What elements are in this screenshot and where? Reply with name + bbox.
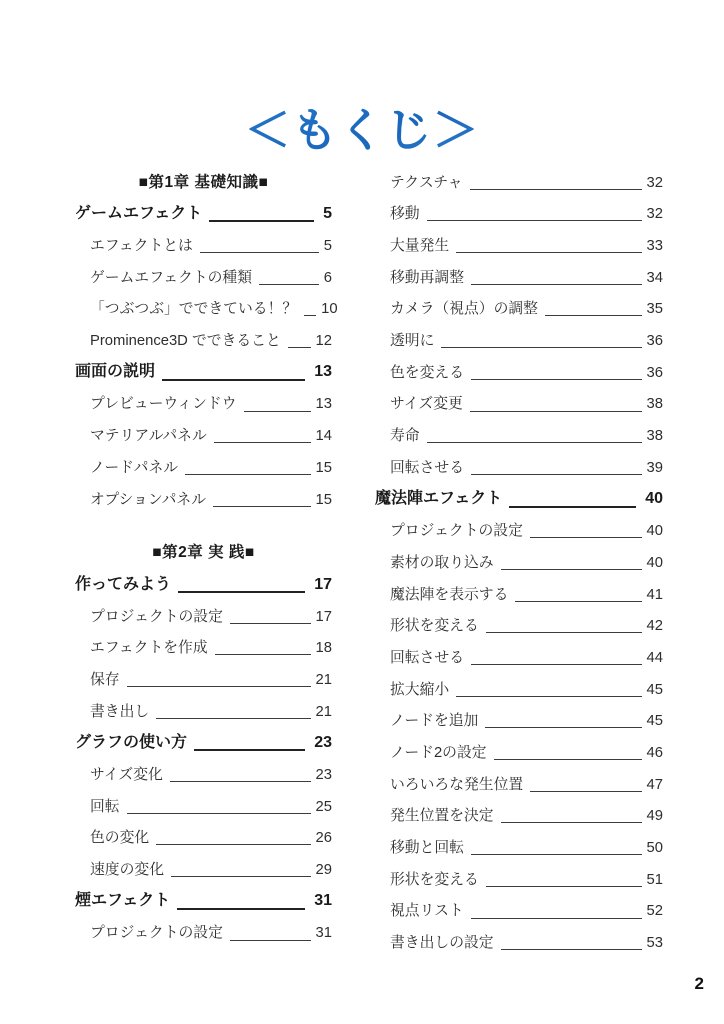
toc-entry (75, 726, 332, 758)
toc-entry (75, 387, 332, 419)
toc-entry (375, 862, 663, 894)
entry-label: ゲームエフェクト (75, 204, 203, 222)
toc-entry (375, 609, 663, 641)
entry-page-number: 36 (646, 364, 663, 381)
toc-entry (75, 662, 332, 694)
entry-page-number: 39 (646, 459, 663, 476)
toc-entry (375, 355, 663, 387)
leader-line (213, 506, 311, 507)
toc-columns (75, 165, 663, 957)
entry-page-number: 45 (646, 681, 663, 698)
toc-entry (75, 260, 332, 292)
leader-line (471, 918, 642, 919)
toc-entry (375, 926, 663, 958)
leader-line (545, 315, 642, 316)
toc-entry (375, 228, 663, 260)
entry-label: 色を変える (390, 364, 464, 381)
entry-page-number: 38 (646, 428, 663, 445)
entry-page-number: 32 (646, 206, 663, 223)
toc-entry (75, 355, 332, 387)
toc-entry (375, 514, 663, 546)
entry-label: 煙エフェクト (75, 892, 171, 910)
entry-page-number: 36 (646, 333, 663, 350)
toc-entry (75, 821, 332, 853)
entry-label: 移動と回転 (390, 840, 464, 857)
leader-line (530, 791, 641, 792)
leader-line (501, 569, 642, 570)
entry-page-number: 23 (314, 733, 332, 751)
entry-label: 寿命 (390, 428, 420, 445)
entry-label: 回転 (90, 798, 120, 815)
entry-page-number: 40 (646, 554, 663, 571)
toc-entry (75, 694, 332, 726)
leader-line (200, 252, 319, 253)
entry-label: 回転させる (390, 649, 464, 666)
entry-label: 拡大縮小 (390, 681, 450, 698)
leader-line (471, 664, 642, 665)
entry-page-number: 38 (646, 396, 663, 413)
toc-entry (75, 757, 332, 789)
entry-label: いろいろな発生位置 (390, 776, 524, 793)
leader-line (427, 220, 642, 221)
toc-entry (75, 450, 332, 482)
entry-page-number: 17 (314, 575, 332, 593)
toc-entry (375, 260, 663, 292)
entry-page-number: 32 (646, 174, 663, 191)
leader-line (515, 601, 641, 602)
entry-label: 書き出しの設定 (390, 935, 494, 952)
leader-line (471, 284, 642, 285)
leader-line (209, 220, 314, 222)
entry-page-number: 40 (645, 490, 663, 508)
entry-page-number: 6 (323, 269, 332, 286)
toc-entry (75, 292, 338, 324)
toc-entry (375, 735, 663, 767)
entry-page-number: 31 (314, 892, 332, 910)
entry-label: 大量発生 (390, 238, 450, 255)
toc-entry (375, 830, 663, 862)
leader-line (259, 284, 319, 285)
entry-label: 移動 (390, 206, 420, 223)
leader-line (171, 876, 311, 877)
entry-label: 保存 (90, 671, 120, 688)
toc-entry (75, 567, 332, 599)
leader-line (486, 632, 642, 633)
page-title: ＜もくじ＞ (0, 94, 724, 160)
entry-label: プロジェクトの設定 (90, 925, 223, 942)
leader-line (501, 822, 642, 823)
leader-line (509, 506, 636, 508)
leader-line (162, 379, 305, 381)
entry-page-number: 45 (646, 713, 663, 730)
entry-label: 形状を変える (390, 871, 479, 888)
entry-label: エフェクトを作成 (90, 640, 208, 657)
page-number: 2 (694, 974, 704, 993)
entry-page-number: 51 (646, 871, 663, 888)
entry-label: マテリアルパネル (90, 428, 207, 445)
entry-page-number: 46 (646, 745, 663, 762)
entry-label: グラフの使い方 (75, 733, 188, 751)
leader-line (456, 696, 641, 697)
toc-entry (375, 450, 663, 482)
leader-line (230, 940, 311, 941)
entry-page-number: 34 (646, 269, 663, 286)
toc-entry (75, 916, 332, 948)
entry-label: ノード2の設定 (390, 745, 487, 762)
leader-line (501, 949, 642, 950)
leader-line (471, 854, 642, 855)
leader-line (214, 442, 311, 443)
leader-line (215, 654, 311, 655)
toc-entry (375, 323, 663, 355)
entry-page-number: 13 (315, 396, 332, 413)
toc-entry (75, 197, 332, 229)
entry-page-number: 44 (646, 649, 663, 666)
toc-entry (75, 228, 332, 260)
chapter-heading: ■第1章 基礎知識■ (138, 173, 269, 191)
entry-label: 魔法陣を表示する (390, 586, 509, 603)
entry-label: エフェクトとは (90, 238, 193, 255)
entry-label: 魔法陣エフェクト (375, 490, 503, 508)
toc-column-left (75, 165, 338, 957)
toc-entry (375, 387, 663, 419)
entry-label: 書き出し (90, 703, 150, 720)
toc-entry (75, 884, 332, 916)
toc-entry (75, 323, 332, 355)
entry-label: テクスチャ (390, 174, 463, 191)
entry-page-number: 23 (315, 767, 332, 784)
entry-label: カメラ（視点）の調整 (390, 301, 538, 318)
entry-label: プロジェクトの設定 (390, 523, 523, 540)
leader-line (304, 315, 316, 316)
entry-label: オプションパネル (90, 491, 207, 508)
entry-page-number: 31 (315, 925, 332, 942)
entry-page-number: 12 (315, 333, 332, 350)
entry-page-number: 10 (321, 301, 338, 318)
toc-entry (375, 767, 663, 799)
entry-page-number: 52 (646, 903, 663, 920)
entry-page-number: 41 (646, 586, 663, 603)
toc-entry (375, 894, 663, 926)
entry-page-number: 26 (315, 830, 332, 847)
leader-line (456, 252, 641, 253)
entry-label: サイズ変更 (390, 396, 463, 413)
entry-page-number: 15 (315, 459, 332, 476)
entry-label: ゲームエフェクトの種類 (90, 269, 253, 286)
leader-line (178, 591, 305, 593)
entry-label: 「つぶつぶ」でできている！？ (90, 301, 298, 318)
entry-label: 画面の説明 (75, 363, 156, 381)
toc-entry (375, 577, 663, 609)
entry-page-number: 33 (646, 238, 663, 255)
toc-entry (375, 799, 663, 831)
toc-entry (375, 640, 663, 672)
toc-entry (75, 852, 332, 884)
leader-line (471, 379, 642, 380)
entry-page-number: 13 (314, 363, 332, 381)
entry-page-number: 40 (646, 523, 663, 540)
toc-entry (375, 197, 663, 229)
toc-entry (75, 631, 332, 663)
entry-label: 回転させる (390, 459, 464, 476)
entry-label: プロジェクトの設定 (90, 608, 223, 625)
entry-page-number: 17 (315, 608, 332, 625)
toc-entry (375, 672, 663, 704)
entry-page-number: 5 (323, 238, 332, 255)
entry-label: 発生位置を決定 (390, 808, 494, 825)
entry-page-number: 47 (646, 776, 663, 793)
entry-page-number: 21 (315, 703, 332, 720)
entry-page-number: 49 (646, 808, 663, 825)
entry-label: ノードパネル (90, 459, 179, 476)
entry-label: Prominence3D でできること (90, 333, 281, 350)
leader-line (156, 844, 310, 845)
entry-label: 視点リスト (390, 903, 464, 920)
entry-label: 移動再調整 (390, 269, 464, 286)
toc-entry (75, 789, 332, 821)
toc-entry (375, 292, 663, 324)
entry-page-number: 35 (646, 301, 663, 318)
column-spacer (75, 514, 332, 536)
leader-line (170, 781, 311, 782)
entry-page-number: 25 (315, 798, 332, 815)
leader-line (127, 813, 311, 814)
entry-page-number: 53 (646, 935, 663, 952)
leader-line (530, 537, 642, 538)
leader-line (494, 759, 642, 760)
toc-column-right (375, 165, 663, 957)
entry-label: 透明に (390, 333, 435, 350)
leader-line (441, 347, 641, 348)
leader-line (230, 623, 311, 624)
entry-label: 素材の取り込み (390, 554, 494, 571)
leader-line (177, 908, 305, 910)
toc-entry (375, 704, 663, 736)
entry-page-number: 29 (315, 862, 332, 879)
entry-page-number: 14 (315, 428, 332, 445)
entry-label: 作ってみよう (75, 575, 172, 593)
toc-entry (75, 482, 332, 514)
leader-line (156, 718, 310, 719)
entry-page-number: 15 (315, 491, 332, 508)
toc-entry (75, 419, 332, 451)
entry-label: ノードを追加 (390, 713, 479, 730)
entry-page-number: 42 (646, 618, 663, 635)
entry-label: サイズ変化 (90, 767, 163, 784)
leader-line (470, 411, 642, 412)
leader-line (194, 749, 305, 751)
entry-label: 形状を変える (390, 618, 479, 635)
leader-line (486, 886, 642, 887)
leader-line (485, 727, 641, 728)
leader-line (288, 347, 311, 348)
entry-page-number: 5 (323, 204, 332, 222)
entry-label: 速度の変化 (90, 862, 164, 879)
chapter-heading: ■第2章 実 践■ (152, 544, 255, 562)
leader-line (185, 474, 310, 475)
entry-label: プレビューウィンドウ (90, 396, 237, 413)
leader-line (470, 189, 642, 190)
entry-page-number: 18 (315, 640, 332, 657)
leader-line (471, 474, 642, 475)
toc-entry (375, 165, 663, 197)
toc-entry (375, 419, 663, 451)
entry-page-number: 50 (646, 840, 663, 857)
entry-label: 色の変化 (90, 830, 150, 847)
toc-entry (375, 482, 663, 514)
entry-page-number: 21 (315, 671, 332, 688)
leader-line (244, 411, 311, 412)
toc-entry (75, 599, 332, 631)
leader-line (127, 686, 311, 687)
leader-line (427, 442, 642, 443)
toc-entry (375, 545, 663, 577)
